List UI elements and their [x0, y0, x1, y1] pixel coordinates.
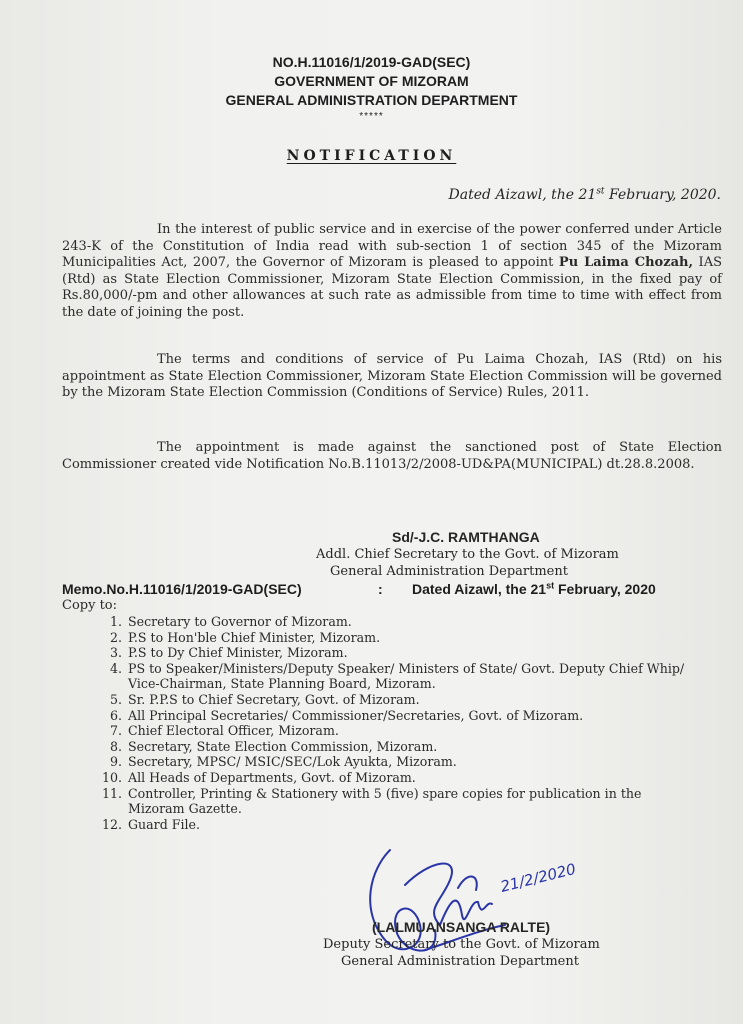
copy-list-text: Secretary, MPSC/ MSIC/SEC/Lok Ayukta, Mizoram.	[128, 754, 457, 770]
copy-list-text: Secretary to Governor of Mizoram.	[128, 614, 352, 629]
signatory1-name: Sd/-J.C. RAMTHANGA	[392, 529, 540, 545]
government-name: GOVERNMENT OF MIZORAM	[274, 73, 469, 89]
paragraph-terms: The terms and conditions of service of Pu Laima Chozah, IAS (Rtd) on his appointment as State Election Commissioner, Mizoram State Election Commission will be governed by the Mizoram State Election Commission (Conditions of Service) Rules, 2011.	[62, 352, 722, 400]
notification-date: Dated Aizawl, the 21st February, 2020.	[448, 186, 721, 203]
copy-list-item	[62, 786, 702, 817]
copy-list-text: Controller, Printing & Stationery with 5 (five) spare copies for publication in the Mizoram Gazette.	[128, 785, 642, 817]
copy-list-number: 7.	[109, 723, 122, 739]
copy-list-number: 9.	[109, 754, 122, 770]
copy-list-number: 3.	[109, 645, 122, 661]
copy-list-number: 2.	[109, 629, 122, 645]
copy-list-item	[62, 630, 702, 646]
copy-list-number: 11.	[101, 785, 122, 801]
copy-list-text: P.S to Dy Chief Minister, Mizoram.	[128, 645, 348, 661]
copy-list-item	[62, 723, 702, 739]
copy-list-text: Secretary, State Election Commission, Mizoram.	[128, 738, 438, 754]
signatory2-name: (LALMUANSANGA RALTE)	[372, 919, 551, 935]
copy-to-label: Copy to:	[62, 598, 118, 613]
signatory2-department: General Administration Department	[341, 954, 579, 969]
memo-colon: :	[378, 581, 383, 597]
signatory2-designation: Deputy Secretary to the Govt. of Mizoram	[323, 937, 600, 952]
copy-list-item	[62, 708, 702, 724]
copy-list-text: Sr. P.P.S to Chief Secretary, Govt. of Mizoram.	[128, 691, 420, 707]
copy-list-text: Guard File.	[128, 816, 201, 832]
copy-list-number: 8.	[109, 738, 122, 754]
signatory1-designation: Addl. Chief Secretary to the Govt. of Mizoram	[316, 547, 619, 562]
memo-date: Dated Aizawl, the 21st February, 2020	[412, 580, 656, 597]
copy-list-text: All Heads of Departments, Govt. of Mizoram.	[128, 769, 416, 785]
copy-list-number: 6.	[109, 707, 122, 723]
copy-list-item	[62, 692, 702, 708]
copy-list-item	[62, 661, 702, 692]
copy-list-item	[62, 614, 702, 630]
department-name: GENERAL ADMINISTRATION DEPARTMENT	[225, 92, 518, 108]
signatory1-department: General Administration Department	[330, 564, 568, 579]
copy-list-item	[62, 770, 702, 786]
copy-list-text: All Principal Secretaries/ Commissioner/Secretaries, Govt. of Mizoram.	[128, 707, 584, 723]
copy-list-text: PS to Speaker/Ministers/Deputy Speaker/ Ministers of State/ Govt. Deputy Chief Whip/ Vice-Chairman, State Planning Board, Mizoram.	[128, 660, 685, 692]
copy-list-number: 12.	[101, 816, 122, 832]
copy-list-item	[62, 739, 702, 755]
copy-list-number: 5.	[109, 691, 122, 707]
appointee-name: Pu Laima Chozah,	[558, 255, 693, 270]
paragraph-appointment: In the interest of public service and in exercise of the power conferred under Article 243-K of the Constitution of India read with sub-section 1 of section 345 of the Mizoram Municipalities Act, 2007, the Governor of Mizoram is pleased to appoint Pu Laima Chozah, IAS (Rtd) as State Election Commissioner, Mizoram State Election Commission, in the fixed pay of Rs.80,000/-pm and other allowances at such rate as admissible from time to time with effect from the date of joining the post.	[62, 222, 722, 320]
copy-to-list	[62, 614, 702, 832]
copy-list-item	[62, 754, 702, 770]
paragraph-sanctioned-post: The appointment is made against the sanctioned post of State Election Commissioner created vide Notification No.B.11013/2/2008-UD&PA(MUNICIPAL) dt.28.8.2008.	[62, 440, 722, 472]
handwritten-date: 21/2/2020	[498, 859, 578, 896]
copy-list-text: Chief Electoral Officer, Mizoram.	[128, 723, 339, 739]
copy-list-item	[62, 645, 702, 661]
notification-title: NOTIFICATION	[286, 148, 457, 164]
copy-list-number: 10.	[101, 769, 122, 785]
memo-number: Memo.No.H.11016/1/2019-GAD(SEC)	[62, 581, 302, 597]
copy-list-number: 4.	[109, 660, 122, 676]
reference-number: NO.H.11016/1/2019-GAD(SEC)	[272, 54, 471, 70]
copy-list-number: 1.	[109, 614, 122, 629]
copy-list-text: P.S to Hon'ble Chief Minister, Mizoram.	[128, 629, 381, 645]
memo-line	[62, 581, 707, 597]
header-stars: *****	[359, 111, 384, 122]
